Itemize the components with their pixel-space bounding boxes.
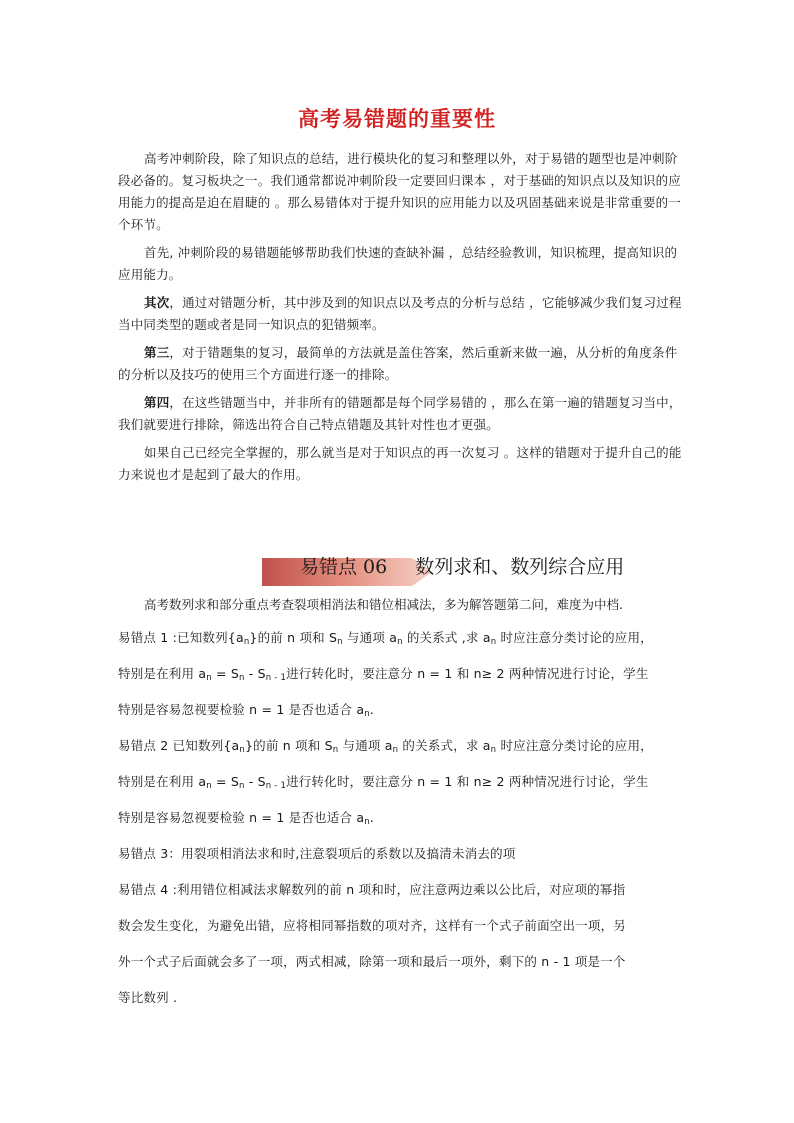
- point-4-line-3: 外一个式子后面就会多了一项，两式相减，除第一项和最后一项外，剩下的 n - 1 项是一个: [118, 954, 626, 969]
- paragraph-lead: 第三: [144, 345, 170, 360]
- point-2-line-1: 易错点 2 已知数列$\{a_n\}$的前 n 项和 $S_n$ 与通项 $a_n$ 的关系式，求 $a_n$ 时应注意分类讨论的应用，: [118, 738, 653, 755]
- section-title: 数列求和、数列综合应用: [415, 556, 625, 578]
- point-1-line-3: 特别是容易忽视要检验 n = 1 是否也适合 $a_n$.: [118, 702, 374, 719]
- content-section: [118, 594, 693, 1016]
- point-3: 易错点 3：用裂项相消法求和时,注意裂项后的系数以及搞清未消去的项: [118, 846, 516, 861]
- paragraph-lead: 其次: [144, 295, 170, 310]
- intro-paragraph-5: [118, 392, 688, 436]
- point-4-line-1: 易错点 4 :利用错位相减法求解数列的前 n 项和时，应注意两边乘以公比后，对应项的幂指: [118, 882, 626, 897]
- intro-paragraph-6: 如果自己已经完全掌握的，那么就当是对于知识点的再一次复习 。这样的错题对于提升自己的能力来说也才是起到了最大的作用。: [118, 445, 682, 482]
- intro-paragraph-1: 高考冲刺阶段，除了知识点的总结，进行模块化的复习和整理以外，对于易错的题型也是冲刺阶段必备的。复习板块之一。我们通常都说冲刺阶段一定要回归课本 ，对于基础的知识点以及知识的应用能力的提高是迫在眉睫的 。那么易错体对于提升知识的应用能力以及巩固基础来说是非常重要的一个环节。: [118, 151, 681, 232]
- intro-paragraph-4: [118, 342, 688, 386]
- section-lead: 高考数列求和部分重点考查裂项相消法和错位相减法，多为解答题第二问，难度为中档.: [144, 597, 623, 612]
- paragraph-text: ，通过对错题分析，其中涉及到的知识点以及考点的分析与总结 ，它能够减少我们复习过程当中同类型的题或者是同一知识点的犯错频率。: [118, 295, 682, 332]
- point-4-line-4: 等比数列 .: [118, 990, 178, 1005]
- point-1-line-2: 特别是在利用 $a_n = S_n - S_{n - 1}$进行转化时，要注意分 n = 1 和 n≥ 2 两种情况进行讨论，学生: [118, 666, 649, 683]
- point-2-line-3: 特别是容易忽视要检验 n = 1 是否也适合 $a_n$.: [118, 810, 374, 827]
- page-title: 高考易错题的重要性: [298, 107, 496, 131]
- point-4-line-2: 数会发生变化，为避免出错，应将相同幂指数的项对齐，这样有一个式子前面空出一项，另: [118, 918, 627, 933]
- point-2-line-2: 特别是在利用 $a_n = S_n - S_{n - 1}$进行转化时，要注意分 n = 1 和 n≥ 2 两种情况进行讨论，学生: [118, 774, 649, 791]
- paragraph-lead: 第四: [144, 395, 170, 410]
- section-label: 易错点 06: [300, 556, 388, 578]
- paragraph-text: ，在这些错题当中，并非所有的错题都是每个同学易错的 ，那么在第一遍的错题复习当中，我们就要进行排除，筛选出符合自己特点错题及其针对性也才更强。: [118, 395, 682, 432]
- point-1-line-1: 易错点 1 :已知数列$\{a_n\}$的前 n 项和 $S_n$ 与通项 $a_n$ 的关系式 ,求 $a_n$ 时应注意分类讨论的应用，: [118, 630, 653, 647]
- intro-paragraph-2: 首先, 冲刺阶段的易错题能够帮助我们快速的查缺补漏 ，总结经验教训，知识梳理，提高知识的应用能力。: [118, 245, 678, 282]
- intro-section: [118, 148, 688, 492]
- intro-paragraph-3: [118, 292, 688, 336]
- section-heading: [300, 552, 624, 582]
- paragraph-text: ，对于错题集的复习，最简单的方法就是盖住答案，然后重新来做一遍，从分析的角度条件的分析以及技巧的使用三个方面进行逐一的排除。: [118, 345, 678, 382]
